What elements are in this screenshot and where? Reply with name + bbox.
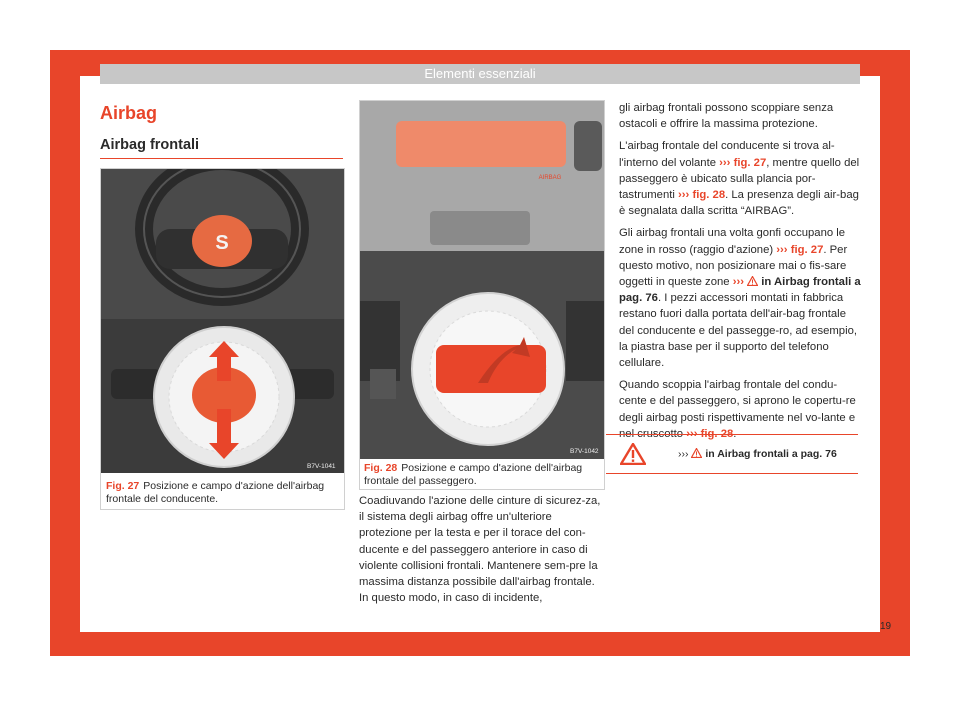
p4-text-b: . — [733, 427, 737, 440]
section-title: Airbag — [100, 103, 158, 123]
steering-logo: S — [215, 232, 229, 254]
airbag-label-text: AIRBAG — [538, 175, 562, 181]
figure-28-caption-text: Posizione e campo d'azione dell'airbag frontale del passeggero. — [364, 462, 583, 487]
subtitle-divider — [100, 158, 343, 159]
p3-arrow-1: ››› — [776, 243, 788, 256]
body-paragraph-3 — [619, 225, 863, 371]
warning-arrow: ››› — [678, 448, 689, 460]
body-paragraph-mid: Coadiuvando l'azione delle cinture di sicurez-za, il sistema degli airbag offre un'ulteriore protezione per la testa e per il torace del con-ducente e del passeggero anteriore in caso di violente collisioni frontali. Mantenere sem-pre la massima distanza possibile dall'airbag frontale. In questo modo, in caso di incidente, — [359, 495, 601, 605]
p2-text-c: . La presenza degli air-bag è segnalata dalla scritta “AIRBAG”. — [619, 189, 859, 218]
link-fig-28-b[interactable]: fig. 28 — [700, 427, 734, 440]
figure-28 — [359, 100, 605, 490]
warning-box — [606, 434, 858, 474]
p4-text-a: Quando scoppia l'airbag frontale del condu-cente e del passeggero, si aprono le copertu-re degli airbag posti rispettivamente nel vo-lante e nel cruscotto — [619, 379, 856, 440]
link-airbag-frontali[interactable]: in Airbag frontali a pag. 76 — [619, 276, 861, 305]
section-subtitle: Airbag frontali — [100, 137, 200, 153]
body-right-column — [619, 100, 863, 448]
page-number: 19 — [880, 621, 892, 632]
warning-triangle-icon — [747, 276, 758, 286]
link-fig-27[interactable]: fig. 27 — [733, 156, 767, 169]
link-fig-28[interactable]: fig. 28 — [692, 189, 726, 202]
p2-arrow-2: ››› — [678, 189, 690, 202]
p2-arrow-1: ››› — [719, 156, 731, 169]
figure-27-caption-text: Posizione e campo d'azione dell'airbag frontale del conducente. — [106, 480, 325, 505]
body-paragraph-4 — [619, 377, 863, 442]
p3-text-a: Gli airbag frontali una volta gonfi occupano le zone in rosso (raggio d'azione) — [619, 227, 846, 256]
figure-28-code: B7V-1042 — [570, 448, 599, 455]
warning-triangle-small-icon — [691, 448, 702, 458]
figure-28-label: Fig. 28 — [364, 462, 398, 474]
body-paragraph-2 — [619, 138, 863, 219]
figure-27-label: Fig. 27 — [106, 480, 140, 492]
p2-text-a: L'airbag frontale del conducente si trova al-l'interno del volante — [619, 140, 835, 169]
figure-27-caption — [106, 480, 338, 506]
figure-28-caption — [364, 462, 600, 488]
warning-triangle-icon — [620, 443, 646, 465]
warning-link: in Airbag frontali a pag. 76 — [702, 448, 837, 460]
p2-text-b: , mentre quello del passeggero è ubicato sulla plancia por-tastrumenti — [619, 156, 860, 202]
p4-arrow: ››› — [686, 427, 698, 440]
figure-27 — [100, 168, 345, 510]
body-middle-column — [359, 493, 605, 612]
link-fig-27-b[interactable]: fig. 27 — [790, 243, 824, 256]
body-paragraph-1: gli airbag frontali possono scoppiare senza ostacoli e offrire la massima protezione. — [619, 102, 834, 131]
chapter-header: Elementi essenziali — [100, 64, 860, 84]
p3-text-c: . I pezzi accessori montati in fabbrica restano fuori dalla portata dell'air-bag frontale del conducente e del passegge-ro, ad esempio, la piastra base per il supporto del telefono cellulare. — [619, 292, 858, 370]
p3-text-b: . Per questo motivo, non posizionare mai o fis-sare oggetti in queste zone — [619, 243, 848, 289]
figure-28-illustration — [360, 101, 604, 459]
warning-text[interactable] — [678, 448, 837, 460]
p3-arrow-2: ››› — [732, 276, 744, 289]
figure-27-code: B7V-1041 — [307, 463, 336, 470]
figure-27-illustration — [101, 169, 344, 473]
